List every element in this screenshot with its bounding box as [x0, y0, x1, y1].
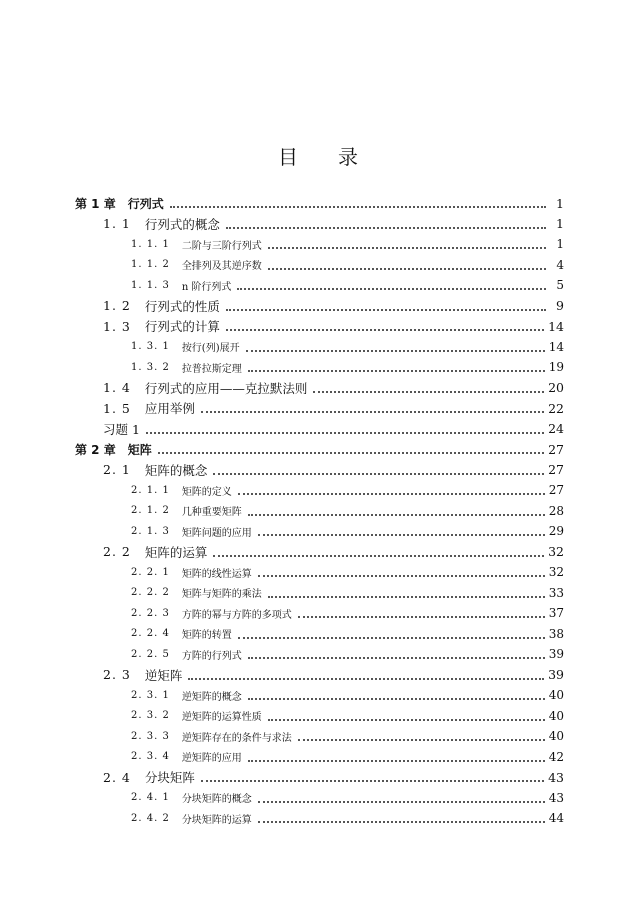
toc-entry-page-number: 27: [548, 462, 564, 478]
toc-entry-title: 矩阵: [127, 442, 152, 457]
toc-entry-page-number: 9: [556, 298, 564, 314]
toc-entry-title: 分块矩阵的概念: [181, 794, 252, 806]
dot-leader: [213, 473, 544, 475]
toc-entry-page-number: 40: [548, 729, 564, 744]
toc-entry-page-number: 19: [548, 360, 564, 375]
toc-entry-title: 逆矩阵: [144, 667, 183, 683]
toc-entry-page-number: 14: [548, 318, 564, 334]
dot-leader: [201, 411, 544, 413]
toc-entry-page-number: 44: [548, 811, 564, 826]
dot-leader: [298, 739, 545, 741]
dot-leader: [248, 514, 545, 516]
toc-entry-page-number: 40: [548, 708, 564, 723]
toc-entry-number: 2. 4. 2: [131, 812, 170, 824]
toc-entry-title: 方阵的行列式: [181, 650, 242, 662]
toc-entry-number: 2. 4: [103, 769, 131, 785]
toc-entry-number: 1. 3. 1: [131, 341, 170, 353]
toc-entry-number: 1. 1. 1: [131, 238, 170, 250]
toc-entry-number: 2. 2. 1: [131, 566, 170, 578]
toc-entry-page-number: 43: [548, 790, 564, 805]
toc-entry-title: 矩阵的定义: [181, 486, 232, 498]
toc-entry-number: 2. 1. 3: [131, 525, 170, 537]
page-title: [0, 141, 638, 170]
toc-entry-number: 1. 5: [103, 400, 131, 416]
toc-entry[interactable]: [0, 562, 638, 583]
toc-entry-number: 2. 1. 1: [131, 484, 170, 496]
dot-leader: [248, 698, 545, 700]
toc-entry-number: 2. 2. 3: [131, 607, 170, 619]
toc-entry-title: 习题 1: [103, 421, 140, 437]
dot-leader: [258, 821, 545, 823]
dot-leader: [248, 657, 545, 659]
toc-entry-page-number: 42: [548, 749, 564, 764]
toc-entry[interactable]: [0, 439, 638, 460]
toc-entry-title: 逆矩阵的应用: [181, 753, 242, 765]
toc-entry-page-number: 1: [556, 237, 564, 252]
toc-entry-number: 2. 3. 4: [131, 751, 170, 763]
dot-leader: [268, 719, 545, 721]
dot-leader: [268, 596, 545, 598]
dot-leader: [213, 555, 544, 557]
toc-entry-number: 2. 4. 1: [131, 792, 170, 804]
toc-entry-title: 行列式的概念: [144, 216, 220, 232]
toc-entry[interactable]: [0, 378, 638, 399]
toc-entry-page-number: 28: [548, 503, 564, 518]
toc-entry[interactable]: [0, 706, 638, 727]
toc-entry-page-number: 22: [548, 400, 564, 416]
dot-leader: [238, 637, 545, 639]
toc-entry[interactable]: [0, 255, 638, 276]
toc-entry[interactable]: [0, 767, 638, 788]
dot-leader: [268, 268, 546, 270]
toc-entry[interactable]: [0, 583, 638, 604]
toc-entry-title: 逆矩阵的概念: [181, 691, 242, 703]
toc-entry[interactable]: [0, 624, 638, 645]
dot-leader: [170, 206, 546, 208]
dot-leader: [268, 247, 546, 249]
toc-entry-page-number: 14: [548, 339, 564, 354]
toc-entry-title: 逆矩阵的运算性质: [181, 712, 262, 724]
toc-entry-page-number: 39: [548, 667, 564, 683]
toc-entry-title: 行列式: [127, 196, 164, 211]
dot-leader: [238, 493, 545, 495]
toc-entry-number: 1. 1: [103, 216, 131, 232]
toc-entry-title: n 阶行列式: [181, 281, 232, 293]
toc-entry-number: 第 1 章: [75, 196, 116, 211]
toc-entry-number: 1. 3: [103, 318, 131, 334]
toc-entry-page-number: 32: [548, 565, 564, 580]
toc-entry-number: 2. 3. 1: [131, 689, 170, 701]
toc-entry[interactable]: [0, 603, 638, 624]
toc-entry-title: 矩阵与矩阵的乘法: [181, 589, 262, 601]
dot-leader: [237, 288, 546, 290]
toc-entry-title: 分块矩阵的运算: [181, 814, 252, 826]
toc-entry-title: 逆矩阵存在的条件与求法: [181, 732, 292, 744]
toc-entry-page-number: 20: [548, 380, 564, 396]
table-of-contents: [0, 193, 638, 829]
toc-entry-page-number: 38: [548, 626, 564, 641]
toc-entry-title: 按行(列)展开: [181, 343, 240, 355]
page-title-char-1: 目: [278, 145, 300, 169]
page-title-char-2: 录: [338, 145, 360, 169]
toc-entry-number: 1. 3. 2: [131, 361, 170, 373]
toc-entry-title: 矩阵的转置: [181, 630, 232, 642]
toc-entry[interactable]: [0, 193, 638, 214]
dot-leader: [226, 227, 546, 229]
toc-entry-title: 行列式的应用——克拉默法则: [144, 380, 308, 396]
toc-entry-title: 行列式的计算: [144, 319, 220, 335]
dot-leader: [201, 780, 544, 782]
toc-entry-page-number: 32: [548, 544, 564, 560]
toc-entry-page-number: 27: [548, 483, 564, 498]
dot-leader: [258, 575, 545, 577]
dot-leader: [158, 452, 544, 454]
toc-entry-title: 方阵的幂与方阵的多项式: [181, 609, 292, 621]
toc-entry-number: 1. 1. 2: [131, 259, 170, 271]
toc-entry-title: 矩阵的运算: [144, 544, 208, 560]
dot-leader: [258, 801, 545, 803]
dot-leader: [258, 534, 545, 536]
toc-entry[interactable]: [0, 316, 638, 337]
toc-entry-title: 几种重要矩阵: [181, 507, 242, 519]
toc-entry-title: 矩阵的线性运算: [181, 568, 252, 580]
toc-entry[interactable]: [0, 214, 638, 235]
toc-entry-page-number: 24: [548, 421, 564, 437]
toc-entry[interactable]: [0, 296, 638, 317]
toc-entry-number: 2. 2: [103, 544, 131, 560]
toc-entry[interactable]: [0, 747, 638, 768]
dot-leader: [248, 760, 545, 762]
toc-entry-number: 2. 3. 2: [131, 710, 170, 722]
toc-entry-number: 1. 1. 3: [131, 279, 170, 291]
toc-entry-title: 应用举例: [144, 401, 195, 417]
toc-entry-page-number: 5: [556, 278, 564, 293]
toc-entry-number: 第 2 章: [75, 442, 116, 457]
toc-entry-page-number: 27: [548, 441, 564, 457]
toc-entry[interactable]: [0, 275, 638, 296]
toc-entry-page-number: 1: [556, 216, 564, 232]
dot-leader: [226, 329, 544, 331]
dot-leader: [226, 309, 546, 311]
toc-entry[interactable]: [0, 726, 638, 747]
dot-leader: [298, 616, 545, 618]
toc-entry[interactable]: [0, 337, 638, 358]
toc-entry-title: 分块矩阵: [144, 770, 195, 786]
toc-entry[interactable]: [0, 521, 638, 542]
toc-entry-number: 2. 3: [103, 667, 131, 683]
toc-entry[interactable]: [0, 234, 638, 255]
dot-leader: [248, 370, 545, 372]
toc-entry-page-number: 43: [548, 769, 564, 785]
toc-entry-number: 2. 2. 4: [131, 628, 170, 640]
toc-entry[interactable]: [0, 788, 638, 809]
toc-entry[interactable]: [0, 644, 638, 665]
toc-entry-page-number: 1: [556, 195, 564, 211]
toc-entry-number: 1. 4: [103, 380, 131, 396]
toc-entry-number: 1. 2: [103, 298, 131, 314]
toc-entry[interactable]: [0, 501, 638, 522]
toc-entry-number: 2. 3. 3: [131, 730, 170, 742]
toc-entry-page-number: 29: [548, 524, 564, 539]
toc-entry-title: 矩阵的概念: [144, 462, 208, 478]
toc-entry[interactable]: [0, 357, 638, 378]
dot-leader: [188, 678, 544, 680]
toc-entry-number: 2. 1. 2: [131, 505, 170, 517]
dot-leader: [313, 391, 544, 393]
toc-entry-title: 全排列及其逆序数: [181, 261, 262, 273]
toc-entry[interactable]: [0, 808, 638, 829]
toc-entry-page-number: 39: [548, 647, 564, 662]
toc-entry[interactable]: [0, 398, 638, 419]
toc-entry-page-number: 40: [548, 688, 564, 703]
toc-entry-number: 2. 2. 5: [131, 648, 170, 660]
toc-entry[interactable]: [0, 665, 638, 686]
toc-entry[interactable]: [0, 685, 638, 706]
dot-leader: [146, 432, 544, 434]
toc-entry-title: 二阶与三阶行列式: [181, 240, 262, 252]
toc-entry[interactable]: [0, 460, 638, 481]
toc-entry-number: 2. 2. 2: [131, 587, 170, 599]
toc-entry[interactable]: [0, 542, 638, 563]
toc-entry-title: 拉普拉斯定理: [181, 363, 242, 375]
toc-entry-title: 行列式的性质: [144, 298, 220, 314]
toc-entry-page-number: 37: [548, 606, 564, 621]
toc-entry-page-number: 33: [548, 585, 564, 600]
toc-entry-title: 矩阵问题的应用: [181, 527, 252, 539]
toc-entry[interactable]: [0, 419, 638, 440]
dot-leader: [246, 350, 545, 352]
toc-entry-page-number: 4: [556, 257, 564, 272]
toc-entry[interactable]: [0, 480, 638, 501]
toc-entry-number: 2. 1: [103, 462, 131, 478]
